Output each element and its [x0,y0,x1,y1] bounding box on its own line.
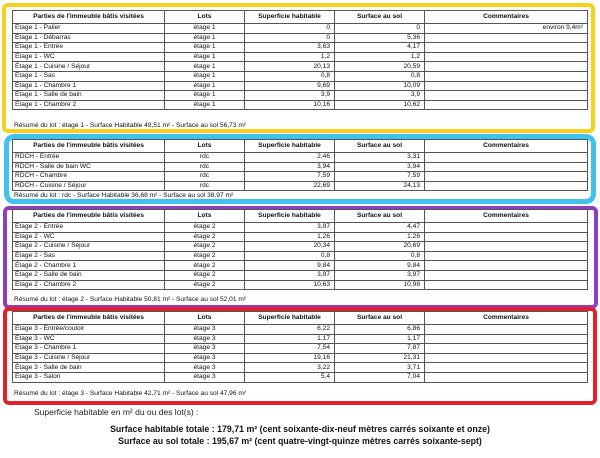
cell-habitable: 10,16 [245,100,335,110]
cell-lot: étage 1 [165,100,245,110]
header-part: Parties de l'immeuble bâtis visitées [13,11,165,24]
table-row [13,353,588,363]
cell-part: Étage 1 - Débarras [13,33,165,43]
cell-part: Étage 2 - Sas [13,251,165,261]
table-header [13,210,588,223]
lot-table-etage-2 [12,209,588,290]
header-habitable: Superficie habitable [245,312,335,325]
cell-habitable: 9,84 [245,261,335,271]
header-part: Parties de l'immeuble bâtis visitées [13,312,165,325]
cell-comment [425,280,588,290]
cell-sol: 0,8 [335,71,425,81]
cell-part: Étage 3 - Salon [13,372,165,382]
cell-part: RDCH - Cuisine / Séjour [13,181,165,191]
cell-part: Étage 3 - WC [13,334,165,344]
header-comments: Commentaires [425,11,588,24]
cell-comment [425,232,588,242]
cell-habitable: 1,2 [245,52,335,62]
cell-habitable: 2,46 [245,153,335,163]
cell-sol: 21,31 [335,353,425,363]
cell-habitable: 0,8 [245,251,335,261]
table-row [13,43,588,53]
cell-habitable: 3,9 [245,91,335,101]
cell-habitable: 3,63 [245,43,335,53]
cell-habitable: 5,4 [245,372,335,382]
header-sol: Surface au sol [335,140,425,153]
table-row [13,325,588,335]
cell-lot: étage 1 [165,52,245,62]
cell-sol: 0,8 [335,251,425,261]
cell-habitable: 0 [245,33,335,43]
cell-lot: étage 1 [165,81,245,91]
cell-part: Étage 2 - Chambre 1 [13,261,165,271]
cell-sol: 7,04 [335,372,425,382]
cell-comment [425,91,588,101]
cell-sol: 10,98 [335,280,425,290]
cell-lot: étage 1 [165,24,245,34]
cell-sol: 6,86 [335,325,425,335]
header-lots: Lots [165,140,245,153]
cell-part: Étage 1 - Palier [13,24,165,34]
cell-comment [425,181,588,191]
cell-habitable: 6,22 [245,325,335,335]
cell-part: Étage 2 - Chambre 2 [13,280,165,290]
cell-habitable: 7,59 [245,172,335,182]
cell-sol: 3,9 [335,91,425,101]
cell-part: Étage 1 - Sas [13,71,165,81]
table-row [13,153,588,163]
cell-habitable: 3,22 [245,363,335,373]
cell-comment [425,52,588,62]
cell-part: Étage 2 - WC [13,232,165,242]
cell-comment [425,81,588,91]
lot-table-rdc [12,139,588,191]
cell-lot: étage 2 [165,270,245,280]
table-row [13,261,588,271]
cell-habitable: 10,63 [245,280,335,290]
table-row [13,71,588,81]
cell-comment [425,353,588,363]
table-row [13,62,588,72]
cell-sol: 1,26 [335,232,425,242]
table-row [13,372,588,382]
cell-habitable: 0 [245,24,335,34]
cell-lot: étage 1 [165,91,245,101]
lot-summary-rdc: Résumé du lot : rdc - Surface Habitable 36,68 m² - Surface au sol 38,97 m² [14,192,234,199]
cell-sol: 7,87 [335,344,425,354]
cell-sol: 10,09 [335,81,425,91]
cell-lot: étage 2 [165,223,245,233]
header-sol: Surface au sol [335,210,425,223]
table-row [13,232,588,242]
cell-lot: étage 2 [165,232,245,242]
cell-comment [425,71,588,81]
cell-lot: étage 1 [165,62,245,72]
table-row [13,181,588,191]
cell-sol: 3,94 [335,162,425,172]
header-comments: Commentaires [425,312,588,325]
lot-table-etage-3 [12,311,588,383]
cell-lot: étage 2 [165,280,245,290]
table-row [13,334,588,344]
lot-summary-etage-1: Résumé du lot : étage 1 - Surface Habitable 49,51 m² - Surface au sol 56,73 m² [14,122,247,129]
habitable-total: Surface habitable totale : 179,71 m² (cent soixante-dix-neuf mètres carrés soixante et onze) [110,424,490,434]
table-row [13,91,588,101]
table-row [13,270,588,280]
cell-sol: 4,17 [335,43,425,53]
cell-comment [425,172,588,182]
cell-comment [425,270,588,280]
cell-sol: 20,59 [335,62,425,72]
cell-sol: 4,47 [335,223,425,233]
header-comments: Commentaires [425,140,588,153]
cell-comment [425,43,588,53]
cell-part: Étage 2 - Entrée [13,223,165,233]
table-row [13,100,588,110]
cell-comment [425,162,588,172]
cell-part: Étage 1 - Chambre 1 [13,81,165,91]
table-row [13,223,588,233]
cell-comment [425,33,588,43]
header-sol: Surface au sol [335,11,425,24]
cell-habitable: 0,8 [245,71,335,81]
cell-sol: 20,69 [335,242,425,252]
cell-lot: étage 3 [165,325,245,335]
cell-lot: étage 3 [165,334,245,344]
cell-sol: 10,62 [335,100,425,110]
cell-part: RDCH - Entrée [13,153,165,163]
table-row [13,172,588,182]
cell-part: Étage 2 - Salle de bain [13,270,165,280]
header-habitable: Superficie habitable [245,210,335,223]
cell-habitable: 3,94 [245,162,335,172]
header-habitable: Superficie habitable [245,11,335,24]
cell-part: Étage 3 - Cuisine / Séjour [13,353,165,363]
cell-comment: environ 9,4m² [425,24,588,34]
table-row [13,81,588,91]
cell-habitable: 1,26 [245,232,335,242]
table-row [13,162,588,172]
header-habitable: Superficie habitable [245,140,335,153]
cell-sol: 3,31 [335,153,425,163]
header-sol: Surface au sol [335,312,425,325]
cell-sol: 3,71 [335,363,425,373]
cell-lot: étage 3 [165,363,245,373]
cell-part: Étage 3 - Salle de bain [13,363,165,373]
cell-lot: étage 2 [165,242,245,252]
cell-sol: 7,59 [335,172,425,182]
cell-lot: étage 2 [165,261,245,271]
table-row [13,33,588,43]
header-part: Parties de l'immeuble bâtis visitées [13,140,165,153]
cell-sol: 0 [335,24,425,34]
header-lots: Lots [165,312,245,325]
lot-table-etage-1 [12,10,588,110]
cell-part: RDCH - Chambre [13,172,165,182]
cell-comment [425,153,588,163]
table-header [13,312,588,325]
cell-sol: 9,84 [335,261,425,271]
table-row [13,344,588,354]
cell-part: Étage 1 - Entrée [13,43,165,53]
cell-part: Étage 3 - Chambre 1 [13,344,165,354]
cell-habitable: 20,34 [245,242,335,252]
cell-habitable: 19,16 [245,353,335,363]
table-row [13,242,588,252]
header-lots: Lots [165,210,245,223]
cell-lot: rdc [165,153,245,163]
cell-part: RDCH - Salle de bain WC [13,162,165,172]
cell-habitable: 20,13 [245,62,335,72]
cell-comment [425,363,588,373]
cell-sol: 1,2 [335,52,425,62]
table-header [13,140,588,153]
table-row [13,280,588,290]
cell-part: Étage 1 - Chambre 2 [13,100,165,110]
cell-sol: 1,17 [335,334,425,344]
header-comments: Commentaires [425,210,588,223]
cell-lot: rdc [165,172,245,182]
cell-lot: étage 3 [165,372,245,382]
cell-sol: 24,13 [335,181,425,191]
cell-comment [425,344,588,354]
cell-part: Étage 3 - Entrée/couloir [13,325,165,335]
cell-part: Étage 1 - WC [13,52,165,62]
cell-habitable: 9,69 [245,81,335,91]
cell-lot: étage 3 [165,353,245,363]
cell-lot: étage 1 [165,43,245,53]
table-row [13,52,588,62]
cell-lot: étage 1 [165,71,245,81]
cell-sol: 5,36 [335,33,425,43]
cell-part: Étage 1 - Salle de bain [13,91,165,101]
table-row [13,251,588,261]
cell-comment [425,223,588,233]
cell-comment [425,334,588,344]
lot-summary-etage-2: Résumé du lot : étage 2 - Surface Habitable 50,81 m² - Surface au sol 52,01 m² [14,296,247,303]
cell-comment [425,242,588,252]
cell-lot: étage 1 [165,33,245,43]
cell-lot: étage 2 [165,251,245,261]
cell-comment [425,325,588,335]
sol-total: Surface au sol totale : 195,67 m² (cent quatre-vingt-quinze mètres carrés soixante-sept) [118,436,482,446]
cell-part: Étage 2 - Cuisine / Séjour [13,242,165,252]
cell-habitable: 1,17 [245,334,335,344]
table-row [13,363,588,373]
cell-comment [425,100,588,110]
cell-comment [425,372,588,382]
cell-lot: rdc [165,162,245,172]
cell-lot: étage 3 [165,344,245,354]
cell-habitable: 22,69 [245,181,335,191]
cell-comment [425,62,588,72]
footer-label: Superficie habitable en m² du ou des lot(s) : [34,407,199,417]
cell-habitable: 7,54 [245,344,335,354]
table-header [13,11,588,24]
header-part: Parties de l'immeuble bâtis visitées [13,210,165,223]
lot-summary-etage-3: Résumé du lot : étage 3 - Surface Habitable 42,71 m² - Surface au sol 47,96 m² [14,390,247,397]
table-row [13,24,588,34]
cell-habitable: 3,97 [245,223,335,233]
header-lots: Lots [165,11,245,24]
cell-comment [425,261,588,271]
cell-sol: 3,97 [335,270,425,280]
cell-part: Étage 1 - Cuisine / Séjour [13,62,165,72]
cell-habitable: 3,97 [245,270,335,280]
cell-lot: rdc [165,181,245,191]
cell-comment [425,251,588,261]
